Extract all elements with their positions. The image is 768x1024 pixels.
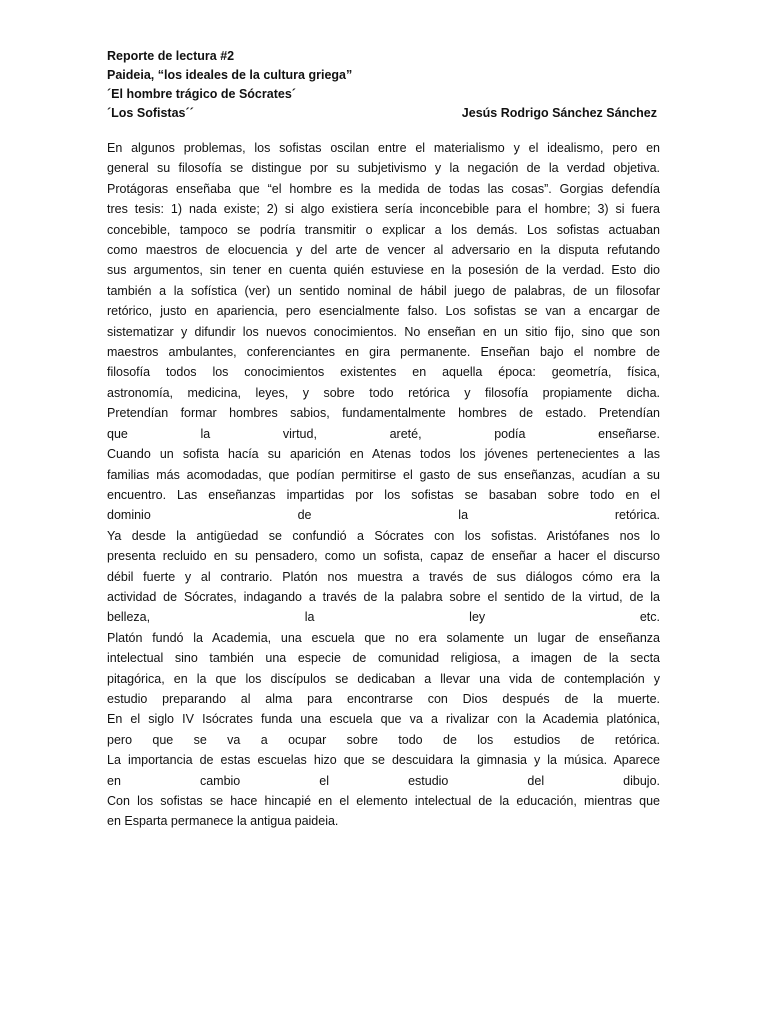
report-header	[107, 47, 657, 123]
text-line: filosofía todos los conocimientos existentes en aquella época: geometría, física,	[107, 365, 660, 380]
text-line: dominio de la retórica.	[107, 508, 660, 523]
text-line: retórico, justo en apariencia, pero esencialmente falso. Los sofistas se van a encargar de	[107, 304, 660, 319]
text-line: astronomía, medicina, leyes, y sobre todo retórica y filosofía propiamente dicha.	[107, 385, 660, 400]
text-line: general su filosofía se distingue por su subjetivismo y la negación de la verdad objetiva.	[107, 161, 660, 176]
text-line: presenta recluido en su pensadero, como un sofista, capaz de enseñar a hacer el discurso	[107, 549, 660, 564]
text-line: pero que se va a ocupar sobre todo de los estudios de retórica.	[107, 732, 660, 747]
section-row	[107, 104, 657, 123]
text-line: en cambio el estudio del dibujo.	[107, 773, 660, 788]
text-line: en Esparta permanece la antigua paideia.	[107, 814, 339, 829]
text-line: belleza, la ley etc.	[107, 610, 660, 625]
paragraph	[107, 709, 660, 750]
text-line: Cuando un sofista hacía su aparición en Atenas todos los jóvenes pertenecientes a las	[107, 447, 660, 462]
text-line: En algunos problemas, los sofistas oscilan entre el materialismo y el idealismo, pero en	[107, 141, 660, 155]
text-line: Ya desde la antigüedad se confundió a Sócrates con los sofistas. Aristófanes nos lo	[107, 528, 660, 543]
text-line: también a la sofística (ver) un sentido nominal de hábil juego de palabras, de un filosofar	[107, 283, 660, 298]
text-line: débil fuerte y al contrario. Platón nos muestra a través de sus diálogos cómo era la	[107, 569, 660, 584]
text-line: que la virtud, areté, podía enseñarse.	[107, 426, 660, 441]
text-line: como maestros de elocuencia y del arte de vencer al adversario en la disputa refutando	[107, 243, 660, 258]
text-line: actividad de Sócrates, indagando a través de la palabra sobre el sentido de la virtud, de la	[107, 589, 660, 604]
text-line: La importancia de estas escuelas hizo que se descuidara la gimnasia y la música. Aparece	[107, 753, 660, 768]
report-body	[107, 138, 660, 832]
text-line: intelectual sino también una especie de comunidad religiosa, a imagen de la secta	[107, 651, 660, 666]
text-line: sus argumentos, sin tener en cuenta quién estuviese en la posesión de la verdad. Esto dio	[107, 263, 660, 278]
text-line: tres tesis: 1) nada existe; 2) si algo existiera sería inconcebible para el hombre; 3) si fuera	[107, 202, 660, 217]
paragraph	[107, 750, 660, 791]
text-line: Protágoras enseñaba que “el hombre es la medida de todas las cosas”. Gorgias defendía	[107, 181, 660, 196]
text-line: familias más acomodadas, que podían permitirse el gasto de sus enseñanzas, acudían a su	[107, 467, 660, 482]
paragraph	[107, 791, 660, 832]
text-line: Con los sofistas se hace hincapié en el elemento intelectual de la educación, mientras que	[107, 794, 660, 808]
author-name: Jesús Rodrigo Sánchez Sánchez	[461, 106, 657, 120]
paragraph	[107, 444, 660, 526]
text-line: concebible, tampoco se podría transmitir o explicar a los demás. Los sofistas actuaban	[107, 222, 660, 237]
text-line: sistematizar y difundir los nuevos conocimientos. No enseñan en un sitio fijo, sino que son	[107, 324, 660, 339]
text-line: Pretendían formar hombres sabios, fundamentalmente hombres de estado. Pretendían	[107, 406, 660, 421]
book-title: Paideia, “los ideales de la cultura griega”	[107, 68, 353, 82]
text-line: Platón fundó la Academia, una escuela que no era solamente un lugar de enseñanza	[107, 630, 660, 645]
report-title: Reporte de lectura #2	[107, 49, 235, 63]
paragraph	[107, 628, 660, 710]
text-line: pitagórica, en la que los discípulos se dedicaban a llevar una vida de contemplación y	[107, 671, 660, 686]
chapter-title: ´El hombre trágico de Sócrates´	[107, 87, 296, 101]
text-line: encuentro. Las enseñanzas impartidas por los sofistas se basaban sobre todo en el	[107, 487, 660, 502]
section-title: ´Los Sofistas´´	[107, 106, 194, 120]
text-line: En el siglo IV Isócrates funda una escuela que va a rivalizar con la Academia platónica,	[107, 712, 660, 727]
text-line: maestros ambulantes, conferenciantes en gira permanente. Enseñan bajo el nombre de	[107, 345, 660, 360]
paragraph	[107, 138, 660, 444]
text-line: estudio preparando al alma para encontrarse con Dios después de la muerte.	[107, 691, 660, 706]
paragraph	[107, 526, 660, 628]
